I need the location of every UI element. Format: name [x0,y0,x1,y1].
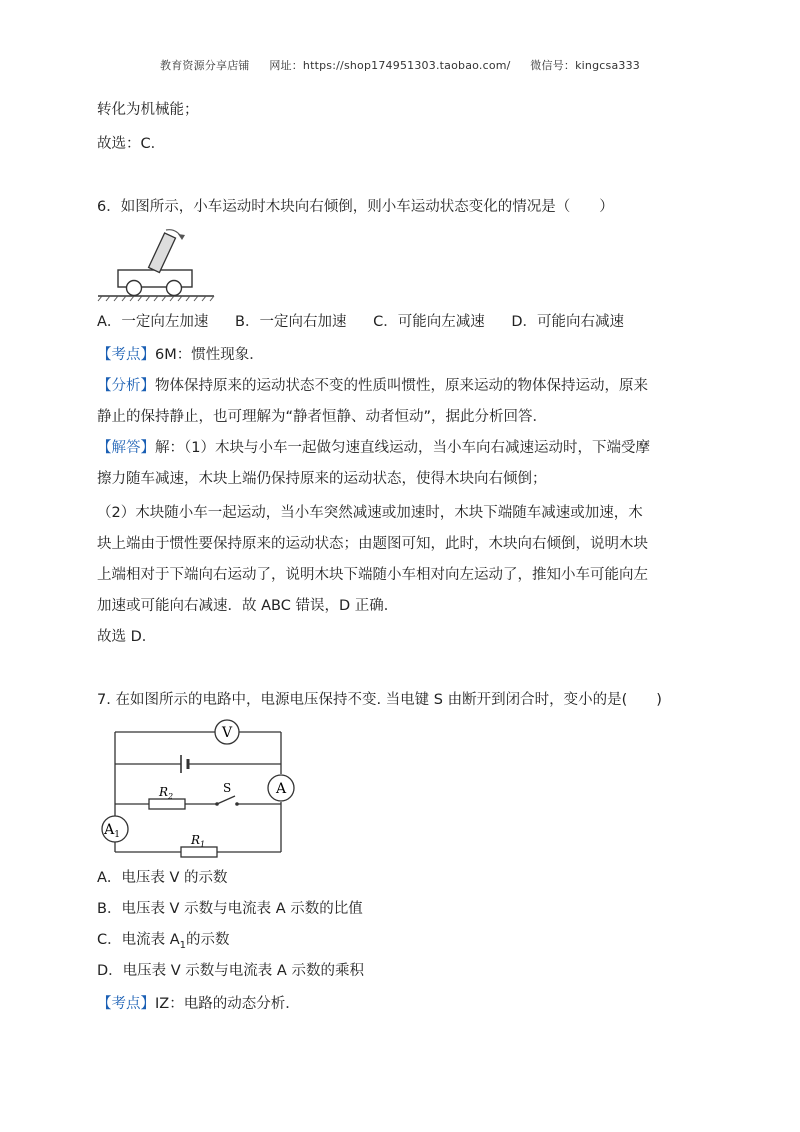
page-header [0,57,800,73]
circuit-diagram [93,718,303,868]
fenxi-tag: 【分析】 [97,378,155,394]
r2-label: $R_2$ [159,785,174,801]
cart-figure [96,222,218,302]
q6-kaodian: 【考点】6M：惯性现象． [97,347,264,363]
q6-jieda: 【解答】解：（1）木块与小车一起做匀速直线运动，当小车向右减速运动时，下端受摩 [97,440,650,456]
voltmeter-label: V [221,725,233,741]
q6-options [97,312,646,332]
q7-kaodian: 【考点】IZ：电路的动态分析． [97,996,300,1012]
q7-question: 7. 在如图所示的电路中，电源电压保持不变. 当电键 S 由断开到闭合时，变小的是( ) [97,692,662,708]
q6-fenxi: 【分析】物体保持原来的运动状态不变的性质叫惯性，原来运动的物体保持运动，原来 [97,378,648,394]
q6-jieda-line4: 块上端由于惯性要保持原来的运动状态；由题图可知，此时，木块向右倾倒，说明木块 [97,536,648,552]
q6-option-d[interactable]: D．可能向右减速 [511,314,624,330]
q6-option-b[interactable]: B．一定向右加速 [235,314,347,330]
kaodian-tag: 【考点】 [97,996,155,1012]
q7-option-a[interactable]: A．电压表 V 的示数 [97,870,228,886]
q7-option-b[interactable]: B．电压表 V 示数与电流表 A 示数的比值 [97,901,363,917]
jieda-tag: 【解答】 [97,440,155,456]
wechat-id: 微信号：kingcsa333 [530,59,640,72]
ammeter-a1-label: $A_1$ [104,822,120,840]
switch-label: S [223,781,232,795]
prev-line: 转化为机械能； [97,102,199,118]
q6-jieda-line5: 上端相对于下端向右运动了，说明木块下端随小车相对向左运动了，推知小车可能向左 [97,567,648,583]
shop-name: 教育资源分享店铺 [160,59,250,72]
shop-url[interactable]: 网址：https://shop174951303.taobao.com/ [269,59,511,72]
q7-option-d[interactable]: D．电压表 V 示数与电流表 A 示数的乘积 [97,963,364,979]
q6-question: 6．如图所示，小车运动时木块向右倾倒，则小车运动状态变化的情况是（ ） [97,199,614,215]
r1-label: $R_1$ [191,833,206,849]
q6-jieda-line3: （2）木块随小车一起运动，当小车突然减速或加速时，木块下端随车减速或加速，木 [97,505,643,521]
ammeter-a-label: A [275,781,287,797]
q6-jieda-line6: 加速或可能向右减速．故 ABC 错误，D 正确． [97,598,399,614]
q6-option-a[interactable]: A．一定向左加速 [97,314,209,330]
kaodian-tag: 【考点】 [97,347,155,363]
q6-jieda-line2: 擦力随车减速，木块上端仍保持原来的运动状态，使得木块向右倾倒； [97,471,547,487]
q6-option-c[interactable]: C．可能向左减速 [373,314,485,330]
q6-fenxi-line2: 静止的保持静止，也可理解为“静者恒静、动者恒动”，据此分析回答． [97,409,548,425]
q6-answer: 故选 D． [97,629,157,645]
q7-option-c[interactable]: C．电流表 $A_1$的示数 [97,932,230,951]
prev-answer: 故选：C． [97,136,166,152]
